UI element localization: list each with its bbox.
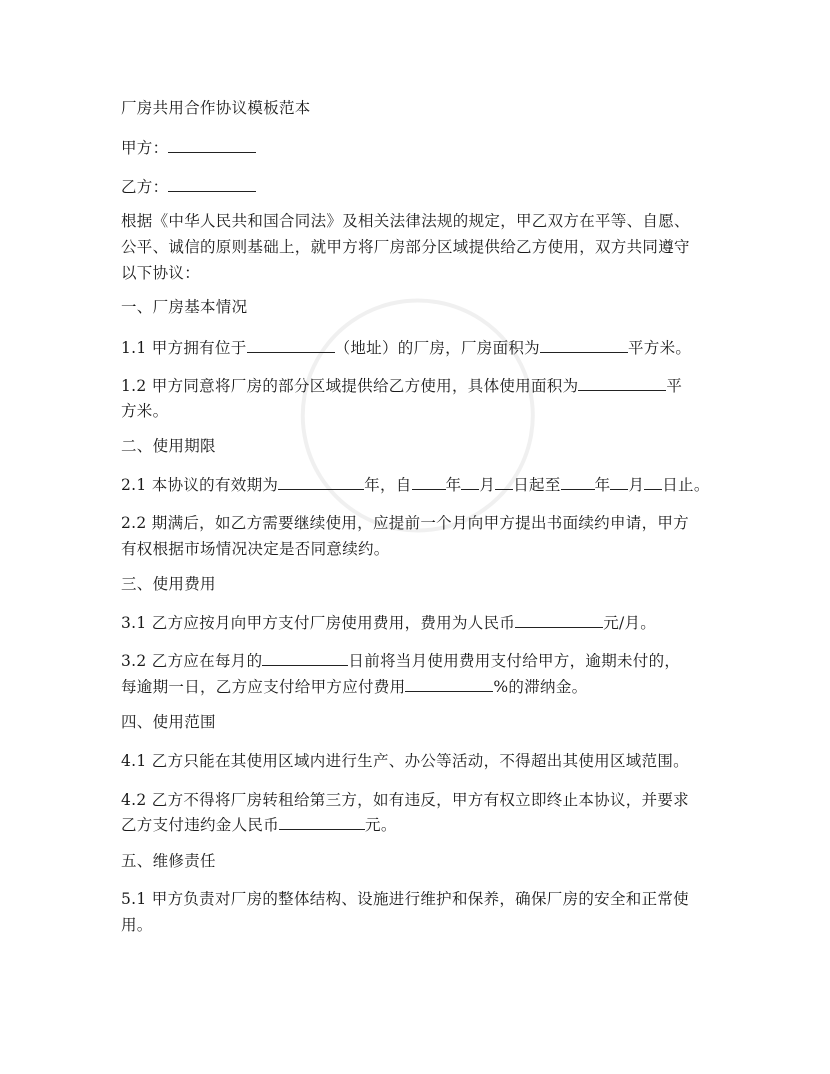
section-2-title: 二、使用期限 [121, 437, 216, 455]
clause-3-2-line-2 [121, 672, 587, 703]
clause-1-1 [121, 333, 691, 364]
party-b-label: 乙方： [121, 178, 169, 196]
section-5-title: 五、维修责任 [121, 852, 216, 870]
section-4-title: 四、使用范围 [121, 713, 216, 731]
clause-3-2-text-a: 3.2 乙方应在每月的 [121, 652, 263, 670]
section-1-title: 一、厂房基本情况 [121, 298, 248, 316]
end-year-blank [561, 471, 595, 490]
clause-2-1-text-e: 日起至 [513, 476, 561, 494]
clause-2-1-text-f: 年 [594, 476, 611, 494]
clause-3-1 [121, 608, 656, 639]
clause-2-1-text-a: 2.1 本协议的有效期为 [121, 476, 279, 494]
clause-2-2-line-1: 2.2 期满后，如乙方需要继续使用，应提前一个月向甲方提出书面续约申请，甲方 [121, 514, 689, 532]
clause-1-2-text-b: 平 [666, 377, 683, 395]
start-year-blank [412, 471, 446, 490]
clause-1-1-text-c: 平方米。 [627, 339, 692, 357]
party-a-blank [168, 134, 256, 153]
monthly-fee-blank [515, 609, 603, 628]
start-day-blank [495, 471, 513, 490]
party-a-line [121, 133, 256, 164]
clause-2-1-text-h: 日止。 [662, 476, 710, 494]
clause-3-2-text-b: 日前将当月使用费用支付给甲方，逾期未付的， [348, 652, 681, 670]
clause-3-1-text-b: 元/月。 [603, 614, 657, 632]
address-blank [247, 334, 335, 353]
clause-1-2-text-a: 1.2 甲方同意将厂房的部分区域提供给乙方使用，具体使用面积为 [121, 377, 579, 395]
clause-2-1-text-c: 年 [445, 476, 462, 494]
party-b-line [121, 172, 256, 203]
intro-line-1: 根据《中华人民共和国合同法》及相关法律法规的规定，甲乙双方在平等、自愿、 [121, 212, 690, 230]
late-fee-rate-blank [405, 673, 493, 692]
section-3-title: 三、使用费用 [121, 575, 216, 593]
use-area-blank [578, 372, 666, 391]
clause-1-2-line-1 [121, 371, 682, 402]
payment-day-blank [262, 647, 348, 666]
clause-1-1-text-a: 1.1 甲方拥有位于 [121, 339, 247, 357]
clause-4-2-line-2 [121, 810, 397, 841]
clause-3-2-text-d: %的滞纳金。 [493, 678, 588, 696]
clause-2-1 [121, 470, 710, 501]
intro-line-2: 公平、诚信的原则基础上，就甲方将厂房部分区域提供给乙方使用，双方共同遵守 [121, 238, 690, 256]
clause-4-2-text-b: 乙方支付违约金人民币 [121, 816, 280, 834]
clause-2-1-text-d: 月 [479, 476, 496, 494]
penalty-amount-blank [279, 811, 365, 830]
clause-1-2-line-2: 方米。 [121, 402, 169, 420]
clause-3-2-text-c: 每逾期一日，乙方应支付给甲方应付费用 [121, 678, 406, 696]
clause-1-1-text-b: （地址）的厂房，厂房面积为 [334, 339, 540, 357]
clause-4-2-line-1: 4.2 乙方不得将厂房转租给第三方，如有违反，甲方有权立即终止本协议，并要求 [121, 791, 689, 809]
clause-2-2-line-2: 有权根据市场情况决定是否同意续约。 [121, 540, 390, 558]
document-title: 厂房共用合作协议模板范本 [121, 99, 311, 117]
clause-2-1-text-g: 月 [628, 476, 645, 494]
start-month-blank [461, 471, 479, 490]
end-month-blank [610, 471, 628, 490]
clause-3-1-text-a: 3.1 乙方应按月向甲方支付厂房使用费用，费用为人民币 [121, 614, 516, 632]
end-day-blank [644, 471, 662, 490]
clause-5-1-line-1: 5.1 甲方负责对厂房的整体结构、设施进行维护和保养，确保厂房的安全和正常使 [121, 890, 689, 908]
intro-line-3: 以下协议： [121, 264, 201, 282]
clause-4-2-text-c: 元。 [365, 816, 397, 834]
clause-5-1-line-2: 用。 [121, 916, 153, 934]
term-years-blank [278, 471, 364, 490]
party-a-label: 甲方： [121, 139, 169, 157]
party-b-blank [168, 173, 256, 192]
factory-area-blank [540, 334, 628, 353]
clause-2-1-text-b: 年，自 [364, 476, 412, 494]
clause-4-1: 4.1 乙方只能在其使用区域内进行生产、办公等活动，不得超出其使用区域范围。 [121, 752, 689, 770]
